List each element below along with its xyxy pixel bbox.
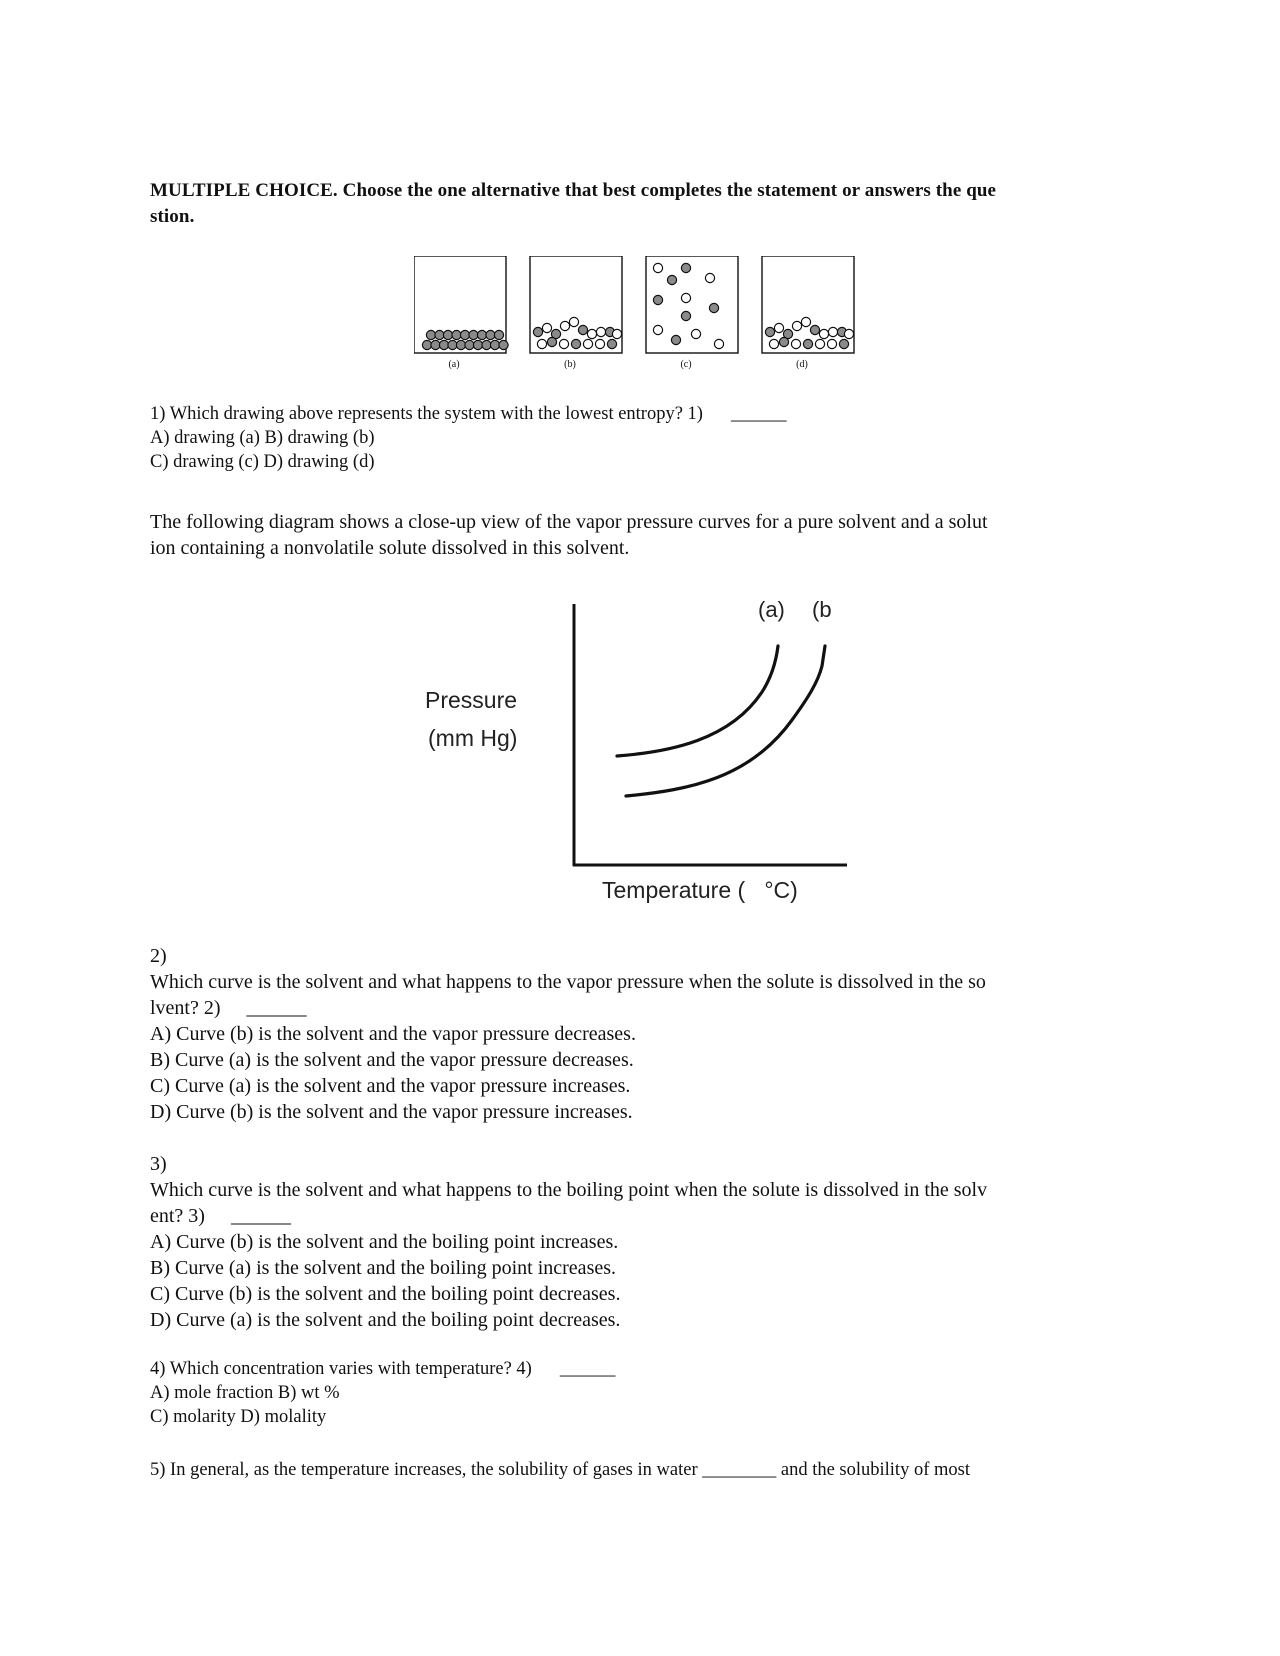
question-3-option-a: A) Curve (b) is the solvent and the boiling point increases. (150, 1231, 619, 1253)
curve-a-label: (a) (758, 597, 785, 622)
particle-shaded (671, 335, 680, 344)
particle-shaded (653, 295, 662, 304)
particle-shaded (578, 325, 587, 334)
intro-line-1: The following diagram shows a close-up view of the vapor pressure curves for a pure solvent and a solut (150, 511, 988, 533)
question-3 (150, 1151, 987, 1333)
particle-open (595, 339, 604, 348)
question-2-option-c: C) Curve (a) is the solvent and the vapor pressure increases. (150, 1075, 631, 1097)
question-4-answer-blank[interactable]: ______ (559, 1359, 616, 1379)
particle-shaded (469, 330, 478, 339)
drawing-d-particles (765, 317, 853, 348)
question-2-option-d: D) Curve (b) is the solvent and the vapor pressure increases. (150, 1101, 633, 1123)
question-4-options-row-1: A) mole fraction B) wt % (150, 1383, 340, 1403)
question-3-option-d: D) Curve (a) is the solvent and the boiling point decreases. (150, 1309, 621, 1331)
particle-open (612, 329, 621, 338)
drawing-a-label: (a) (448, 359, 460, 370)
particle-open (815, 339, 824, 348)
drawing-d-box (762, 256, 854, 353)
question-5-stem: 5) In general, as the temperature increases, the solubility of gases in water ________ and the solubility of most (150, 1460, 970, 1480)
particle-open (705, 273, 714, 282)
particle-shaded (803, 339, 812, 348)
question-3-option-c: C) Curve (b) is the solvent and the boiling point decreases. (150, 1283, 621, 1305)
particle-open (569, 317, 578, 326)
question-1-answer-blank[interactable]: ______ (730, 404, 787, 424)
particle-shaded (422, 340, 431, 349)
drawing-b-label: (b) (564, 359, 576, 370)
particle-shaded (667, 275, 676, 284)
particle-shaded (810, 325, 819, 334)
particle-open (653, 325, 662, 334)
particle-shaded (426, 330, 435, 339)
particle-shaded (533, 327, 542, 336)
drawing-b-particles (533, 317, 621, 348)
particle-shaded (779, 337, 788, 346)
question-5 (150, 1458, 970, 1482)
particle-open (828, 327, 837, 336)
particle-open (774, 323, 783, 332)
question-2 (150, 943, 986, 1125)
drawing-c-label: (c) (680, 359, 692, 370)
question-2-line-1: Which curve is the solvent and what happens to the vapor pressure when the solute is dissolved in the so (150, 971, 986, 993)
particle-open (827, 339, 836, 348)
question-2-option-b: B) Curve (a) is the solvent and the vapor pressure decreases. (150, 1049, 634, 1071)
particle-open (714, 339, 723, 348)
particle-shaded (465, 340, 474, 349)
x-axis-label: Temperature ( °C) (602, 877, 798, 903)
entropy-drawings-figure (414, 256, 864, 376)
particle-shaded (765, 327, 774, 336)
y-axis-label-line-2: (mm Hg) (428, 725, 518, 751)
particle-open (844, 329, 853, 338)
intro-line-2: ion containing a nonvolatile solute dissolved in this solvent. (150, 537, 630, 559)
drawing-b-box (530, 256, 622, 353)
particle-shaded (681, 311, 690, 320)
particle-shaded (494, 330, 503, 339)
particle-open (542, 323, 551, 332)
particle-shaded (607, 339, 616, 348)
question-2-option-a: A) Curve (b) is the solvent and the vapor pressure decreases. (150, 1023, 636, 1045)
particle-shaded (431, 340, 440, 349)
question-4 (150, 1357, 615, 1429)
particle-open (653, 263, 662, 272)
particle-open (560, 321, 569, 330)
particle-open (583, 339, 592, 348)
particle-shaded (456, 340, 465, 349)
question-1-options-row-1: A) drawing (a) B) drawing (b) (150, 428, 375, 448)
particle-shaded (482, 340, 491, 349)
vapor-pressure-diagram (400, 590, 880, 930)
particle-shaded (490, 340, 499, 349)
question-4-stem: 4) Which concentration varies with temperature? 4) (150, 1359, 532, 1379)
particle-shaded (839, 339, 848, 348)
particle-shaded (477, 330, 486, 339)
particle-open (819, 329, 828, 338)
question-2-number: 2) (150, 945, 167, 967)
particle-shaded (439, 340, 448, 349)
particle-shaded (448, 340, 457, 349)
question-1-stem: 1) Which drawing above represents the system with the lowest entropy? 1) (150, 404, 703, 424)
question-4-options-row-2: C) molarity D) molality (150, 1407, 327, 1427)
heading-line-1: MULTIPLE CHOICE. Choose the one alternative that best completes the statement or answers the que (150, 180, 997, 201)
question-2-line-2: lvent? 2) (150, 997, 221, 1019)
particle-open (769, 339, 778, 348)
particle-shaded (681, 263, 690, 272)
particle-shaded (435, 330, 444, 339)
particle-shaded (452, 330, 461, 339)
particle-open (792, 321, 801, 330)
drawing-d-label: (d) (796, 359, 808, 370)
particle-open (691, 329, 700, 338)
particle-open (801, 317, 810, 326)
heading-line-2: stion. (150, 206, 195, 227)
question-3-line-1: Which curve is the solvent and what happens to the boiling point when the solute is dissolved in the solv (150, 1179, 988, 1201)
particle-open (559, 339, 568, 348)
question-1-options-row-2: C) drawing (c) D) drawing (d) (150, 452, 375, 472)
question-2-answer-blank[interactable]: ______ (246, 997, 307, 1019)
particle-open (791, 339, 800, 348)
particle-open (537, 339, 546, 348)
particle-shaded (486, 330, 495, 339)
curve-b-label: (b (812, 597, 832, 622)
question-1 (150, 402, 786, 474)
question-3-number: 3) (150, 1153, 167, 1175)
particle-shaded (473, 340, 482, 349)
diagram-intro (150, 509, 1150, 561)
particle-shaded (499, 340, 508, 349)
y-axis-label-line-1: Pressure (425, 687, 518, 713)
particle-shaded (443, 330, 452, 339)
question-3-answer-blank[interactable]: ______ (230, 1205, 291, 1227)
drawing-a-particles (422, 330, 508, 349)
section-heading (150, 178, 1140, 230)
question-3-line-2: ent? 3) (150, 1205, 205, 1227)
particle-shaded (571, 339, 580, 348)
particle-shaded (709, 303, 718, 312)
particle-open (681, 293, 690, 302)
drawing-c-particles (653, 263, 723, 348)
curve-a (617, 646, 778, 756)
particle-open (596, 327, 605, 336)
particle-shaded (460, 330, 469, 339)
particle-shaded (547, 337, 556, 346)
particle-open (587, 329, 596, 338)
curve-b (626, 646, 825, 796)
question-3-option-b: B) Curve (a) is the solvent and the boiling point increases. (150, 1257, 617, 1279)
